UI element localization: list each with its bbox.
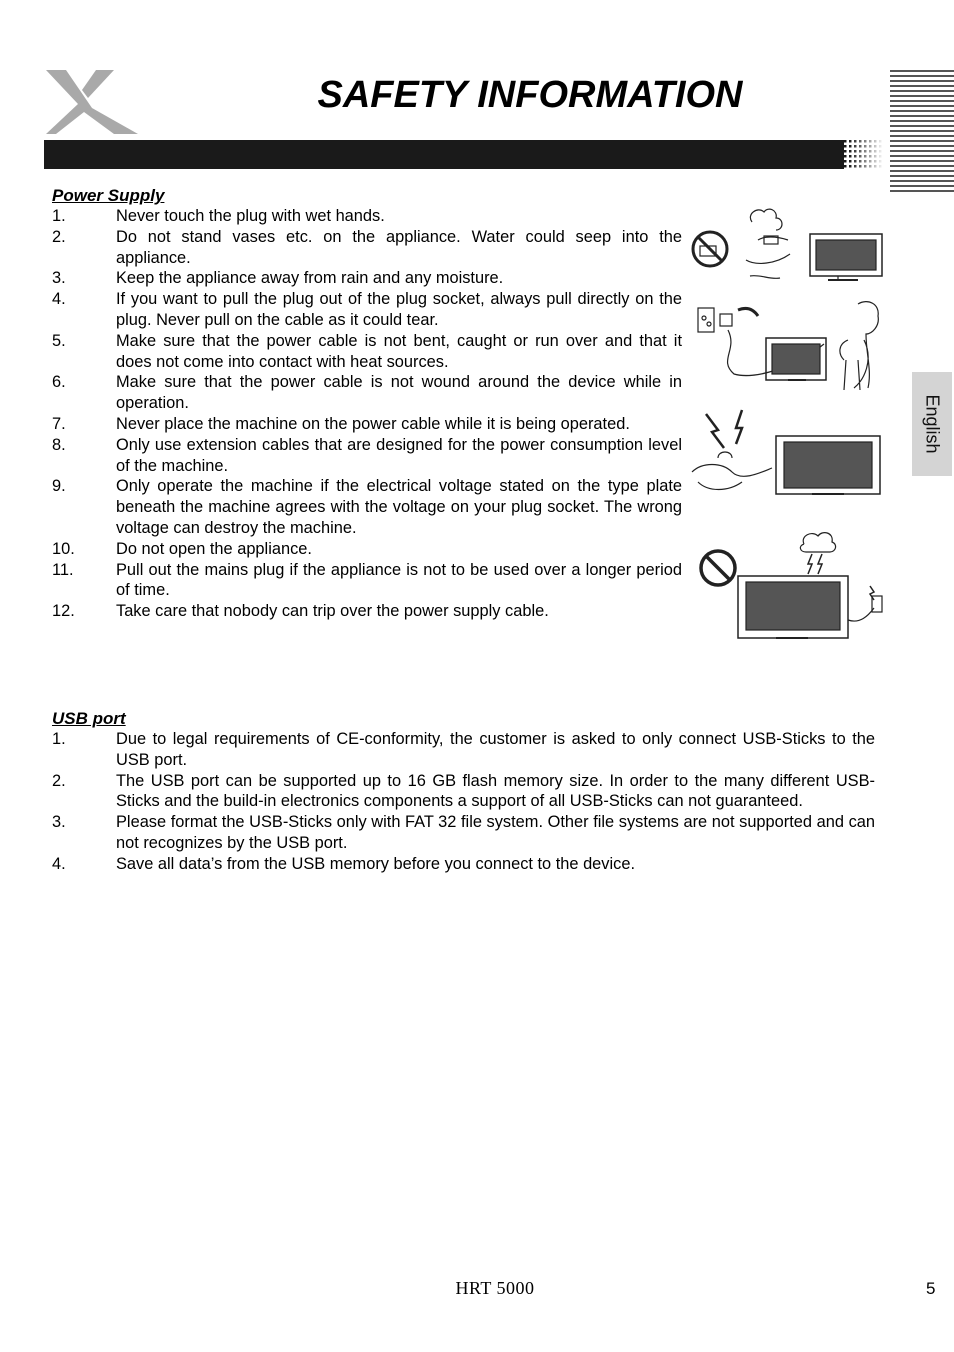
list-item-number: 4. bbox=[52, 854, 66, 873]
list-item-text: Do not open the appliance. bbox=[116, 539, 312, 558]
list-item-text: Do not stand vases etc. on the appliance. Water could seep into the appliance. bbox=[116, 227, 682, 267]
list-item bbox=[52, 414, 682, 435]
language-tab-label: English bbox=[922, 394, 943, 454]
list-item bbox=[52, 539, 682, 560]
list-item-number: 2. bbox=[52, 771, 66, 790]
list-item bbox=[52, 227, 682, 269]
power-supply-heading: Power Supply bbox=[52, 186, 165, 205]
list-item-number: 7. bbox=[52, 414, 66, 433]
list-item-number: 4. bbox=[52, 290, 66, 309]
list-item bbox=[52, 331, 682, 373]
list-item-text: Please format the USB-Sticks only with FAT 32 file system. Other file systems are not supported and can not recognizes by the USB port. bbox=[116, 813, 875, 852]
list-item bbox=[52, 435, 682, 477]
plug-socket-icon bbox=[698, 308, 732, 332]
list-item bbox=[52, 601, 682, 622]
list-item-text: The USB port can be supported up to 16 GB flash memory size. In order to the many different USB-Sticks and the build-in electronics components a support of all USB-Sticks can not guaranteed. bbox=[116, 771, 875, 811]
list-item-text: Never touch the plug with wet hands. bbox=[116, 207, 385, 225]
page-title: SAFETY INFORMATION bbox=[317, 74, 743, 116]
page-number: 5 bbox=[926, 1279, 936, 1298]
list-item bbox=[52, 372, 682, 414]
no-water-prohibition-icon bbox=[693, 232, 727, 266]
list-item-text: Due to legal requirements of CE-conformity, the customer is asked to only connect USB-Sticks to the USB port. bbox=[116, 730, 875, 769]
language-tab bbox=[912, 372, 952, 476]
list-item-number: 11. bbox=[52, 560, 74, 579]
list-item-number: 12. bbox=[52, 602, 75, 621]
list-item-number: 10. bbox=[52, 539, 75, 558]
list-item bbox=[52, 476, 682, 538]
list-item-text: Pull out the mains plug if the appliance is not to be used over a longer period of time. bbox=[116, 560, 682, 600]
usb-port-heading: USB port bbox=[52, 709, 126, 728]
list-item-number: 5. bbox=[52, 331, 66, 350]
no-prohibition-icon bbox=[701, 551, 735, 585]
list-item-text: Keep the appliance away from rain and any moisture. bbox=[116, 269, 504, 288]
brand-x-logo-icon bbox=[44, 68, 144, 136]
safety-illustrations bbox=[688, 200, 888, 645]
list-item-text: Save all data’s from the USB memory before you connect to the device. bbox=[116, 854, 636, 873]
footer-model-name: HRT 5000 bbox=[455, 1278, 535, 1298]
list-item-number: 2. bbox=[52, 227, 66, 246]
list-item-text: Never place the machine on the power cable while it is being operated. bbox=[116, 414, 630, 433]
list-item-text: If you want to pull the plug out of the plug socket, always pull directly on the plug. Never pull on the cable as it could tear. bbox=[116, 290, 682, 329]
list-item-text: Take care that nobody can trip over the power supply cable. bbox=[116, 602, 549, 621]
list-item bbox=[52, 289, 682, 331]
list-item bbox=[52, 729, 875, 771]
list-item-text: Make sure that the power cable is not bent, caught or run over and that it does not come into contact with heat sources. bbox=[116, 331, 682, 371]
list-item-text: Make sure that the power cable is not wound around the device while in operation. bbox=[116, 373, 682, 413]
list-item-number: 9. bbox=[52, 477, 66, 496]
list-item bbox=[52, 812, 875, 854]
list-item-number: 8. bbox=[52, 435, 66, 454]
lightning-icon bbox=[706, 410, 742, 448]
list-item bbox=[52, 771, 875, 813]
list-item bbox=[52, 854, 875, 875]
list-item-number: 1. bbox=[52, 207, 66, 225]
list-item-text: Only use extension cables that are designed for the power consumption level of the machine. bbox=[116, 435, 682, 475]
usb-port-list bbox=[52, 729, 875, 875]
list-item-text: Only operate the machine if the electrical voltage stated on the type plate beneath the machine agrees with the voltage on your plug socket. The wrong voltage can destroy the machine. bbox=[116, 477, 682, 537]
power-supply-list bbox=[52, 206, 682, 622]
list-item bbox=[52, 560, 682, 602]
decorative-stripes bbox=[890, 70, 954, 196]
list-item-number: 1. bbox=[52, 730, 66, 748]
tv-icon bbox=[810, 234, 882, 280]
header-bar bbox=[44, 140, 884, 169]
list-item-number: 3. bbox=[52, 813, 66, 832]
list-item-number: 6. bbox=[52, 373, 66, 392]
list-item bbox=[52, 268, 682, 289]
list-item bbox=[52, 206, 682, 227]
list-item-number: 3. bbox=[52, 269, 66, 288]
